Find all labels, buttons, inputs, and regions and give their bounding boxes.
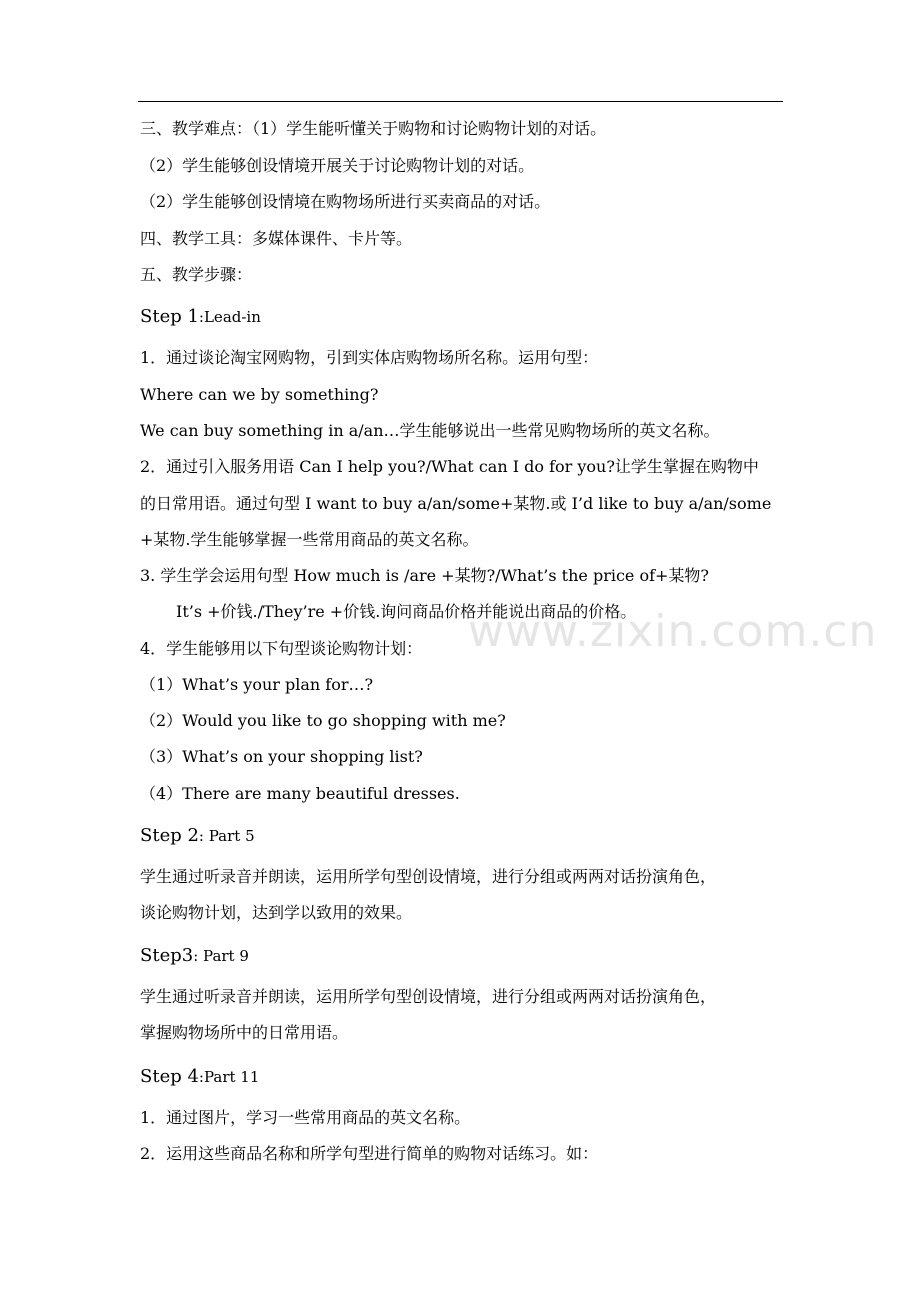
step-3-label: Step3 bbox=[140, 945, 194, 966]
difficulty-line: 三、教学难点：（1）学生能听懂关于购物和讨论购物计划的对话。 bbox=[140, 119, 607, 138]
step-4-heading bbox=[140, 1066, 259, 1088]
step1-item-3-cont: It’s +价钱./They’re +价钱.询问商品价格并能说出商品的价格。 bbox=[176, 602, 637, 621]
step1-item-3: 3. 学生学会运用句型 How much is /are +某物?/What’s the price of+某物? bbox=[140, 566, 710, 585]
step-1-label: Step 1 bbox=[140, 306, 199, 327]
step1-sentence-buy: We can buy something in a/an…学生能够说出一些常见购物场所的英文名称。 bbox=[140, 421, 720, 440]
step1-item-1: 1．通过谈论淘宝网购物，引到实体店购物场所名称。运用句型： bbox=[140, 348, 599, 367]
difficulty-item-2a: （2）学生能够创设情境开展关于讨论购物计划的对话。 bbox=[140, 156, 535, 175]
step2-text-2: 谈论购物计划，达到学以致用的效果。 bbox=[140, 903, 413, 922]
plan-sentence-1: （1）What’s your plan for…? bbox=[140, 675, 374, 694]
tools-line: 四、教学工具：多媒体课件、卡片等。 bbox=[140, 229, 413, 248]
step-2-sub: : Part 5 bbox=[198, 827, 255, 845]
step-2-label: Step 2 bbox=[140, 825, 199, 846]
plan-sentence-4: （4）There are many beautiful dresses. bbox=[140, 784, 460, 803]
step1-item-2-cont: 的日常用语。通过句型 I want to buy a/an/some+某物.或 I’d like to buy a/an/some bbox=[140, 494, 772, 513]
plan-sentence-2: （2）Would you like to go shopping with me? bbox=[140, 711, 506, 730]
step-1-sub: :Lead-in bbox=[198, 308, 261, 326]
step-4-sub: :Part 11 bbox=[198, 1068, 260, 1086]
step1-item-4: 4．学生能够用以下句型谈论购物计划： bbox=[140, 639, 423, 658]
header-rule bbox=[138, 101, 783, 102]
watermark: www.zixin.com.cn bbox=[468, 606, 878, 657]
difficulty-item-2b: （2）学生能够创设情境在购物场所进行买卖商品的对话。 bbox=[140, 192, 551, 211]
step4-item-1: 1．通过图片，学习一些常用商品的英文名称。 bbox=[140, 1108, 471, 1127]
step-3-sub: : Part 9 bbox=[193, 947, 249, 965]
steps-title: 五、教学步骤： bbox=[140, 265, 253, 284]
plan-sentence-3: （3）What’s on your shopping list? bbox=[140, 747, 423, 766]
step-2-heading bbox=[140, 825, 255, 847]
step1-item-2: 2．通过引入服务用语 Can I help you?/What can I do for you?让学生掌握在购物中 bbox=[140, 457, 759, 476]
step-1-heading bbox=[140, 306, 261, 328]
step3-text-2: 掌握购物场所中的日常用语。 bbox=[140, 1023, 349, 1042]
step4-item-2: 2．运用这些商品名称和所学句型进行简单的购物对话练习。如： bbox=[140, 1144, 599, 1163]
step-4-label: Step 4 bbox=[140, 1066, 199, 1087]
step1-item-2-end: +某物.学生能够掌握一些常用商品的英文名称。 bbox=[140, 530, 479, 549]
step-3-heading bbox=[140, 945, 249, 967]
step2-text-1: 学生通过听录音并朗读，运用所学句型创设情境，进行分组或两两对话扮演角色， bbox=[140, 867, 717, 886]
step1-sentence-where: Where can we by something? bbox=[140, 385, 379, 404]
step3-text-1: 学生通过听录音并朗读，运用所学句型创设情境，进行分组或两两对话扮演角色， bbox=[140, 987, 717, 1006]
